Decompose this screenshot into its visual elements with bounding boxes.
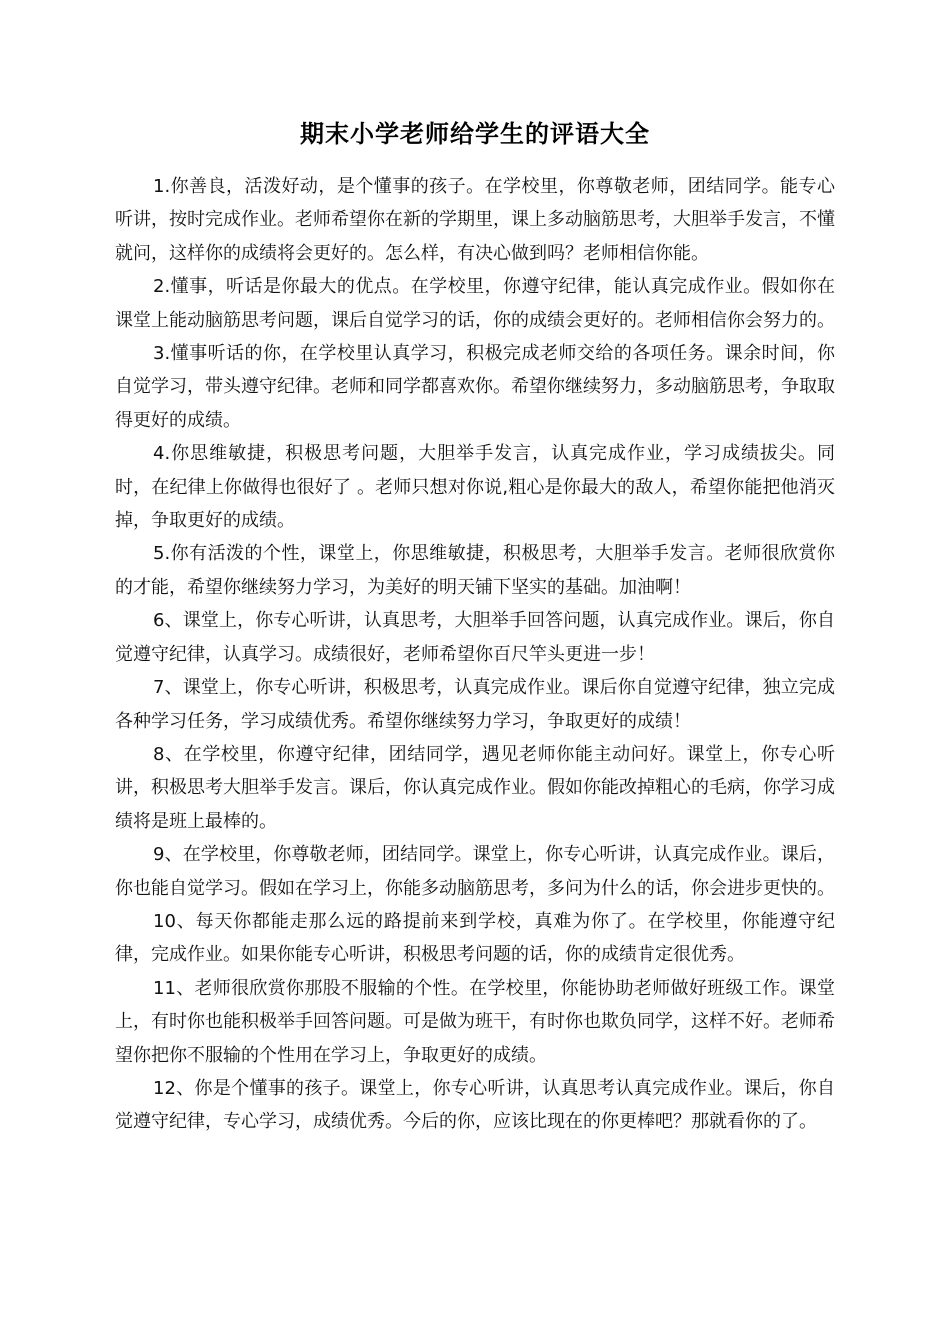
comment-paragraph-4: 4.你思维敏捷，积极思考问题，大胆举手发言，认真完成作业，学习成绩拔尖。同时，在纪律上你做得也很好了 。老师只想对你说,粗心是你最大的敌人，希望你能把他消灭掉，争取更好的成绩。 [115, 443, 835, 532]
document-body [115, 170, 835, 1139]
comment-paragraph-3: 3.懂事听话的你，在学校里认真学习，积极完成老师交给的各项任务。课余时间，你自觉学习，带头遵守纪律。老师和同学都喜欢你。希望你继续努力，多动脑筋思考，争取取得更好的成绩。 [115, 343, 835, 431]
comment-paragraph-1: 1.你善良，活泼好动，是个懂事的孩子。在学校里，你尊敬老师，团结同学。能专心听讲，按时完成作业。老师希望你在新的学期里，课上多动脑筋思考，大胆举手发言，不懂就问，这样你的成绩将会更好的。怎么样，有决心做到吗？老师相信你能。 [115, 176, 835, 264]
comment-paragraph-8: 8、在学校里，你遵守纪律，团结同学，遇见老师你能主动问好。课堂上，你专心听讲，积极思考大胆举手发言。课后，你认真完成作业。假如你能改掉粗心的毛病，你学习成绩将是班上最棒的。 [115, 743, 835, 832]
comment-paragraph-9: 9、在学校里，你尊敬老师，团结同学。课堂上，你专心听讲，认真完成作业。课后，你也能自觉学习。假如在学习上，你能多动脑筋思考，多问为什么的话，你会进步更快的。 [115, 844, 835, 899]
comment-paragraph-12: 12、你是个懂事的孩子。课堂上，你专心听讲，认真思考认真完成作业。课后，你自觉遵守纪律，专心学习，成绩优秀。今后的你，应该比现在的你更棒吧？那就看你的了。 [115, 1077, 835, 1133]
comment-paragraph-11: 11、老师很欣赏你那股不服输的个性。在学校里，你能协助老师做好班级工作。课堂上，有时你也能积极举手回答问题。可是做为班干，有时你也欺负同学，这样不好。老师希望你把你不服输的个性用在学习上，争取更好的成绩。 [115, 977, 835, 1066]
comment-paragraph-6: 6、课堂上，你专心听讲，认真思考，大胆举手回答问题，认真完成作业。课后，你自觉遵守纪律，认真学习。成绩很好，老师希望你百尺竿头更进一步！ [115, 610, 835, 665]
comment-paragraph-7: 7、课堂上，你专心听讲，积极思考，认真完成作业。课后你自觉遵守纪律，独立完成各种学习任务，学习成绩优秀。希望你继续努力学习，争取更好的成绩！ [115, 677, 835, 732]
comment-paragraph-5: 5.你有活泼的个性，课堂上，你思维敏捷，积极思考，大胆举手发言。老师很欣赏你的才能，希望你继续努力学习，为美好的明天铺下坚实的基础。加油啊！ [115, 543, 835, 598]
comment-paragraph-2: 2.懂事，听话是你最大的优点。在学校里，你遵守纪律，能认真完成作业。假如你在课堂上能动脑筋思考问题，课后自觉学习的话，你的成绩会更好的。老师相信你会努力的。 [115, 276, 835, 331]
document-title: 期末小学老师给学生的评语大全 [300, 120, 650, 148]
comment-paragraph-10: 10、每天你都能走那么远的路提前来到学校，真难为你了。在学校里，你能遵守纪律，完成作业。如果你能专心听讲，积极思考问题的话，你的成绩肯定很优秀。 [115, 910, 835, 966]
